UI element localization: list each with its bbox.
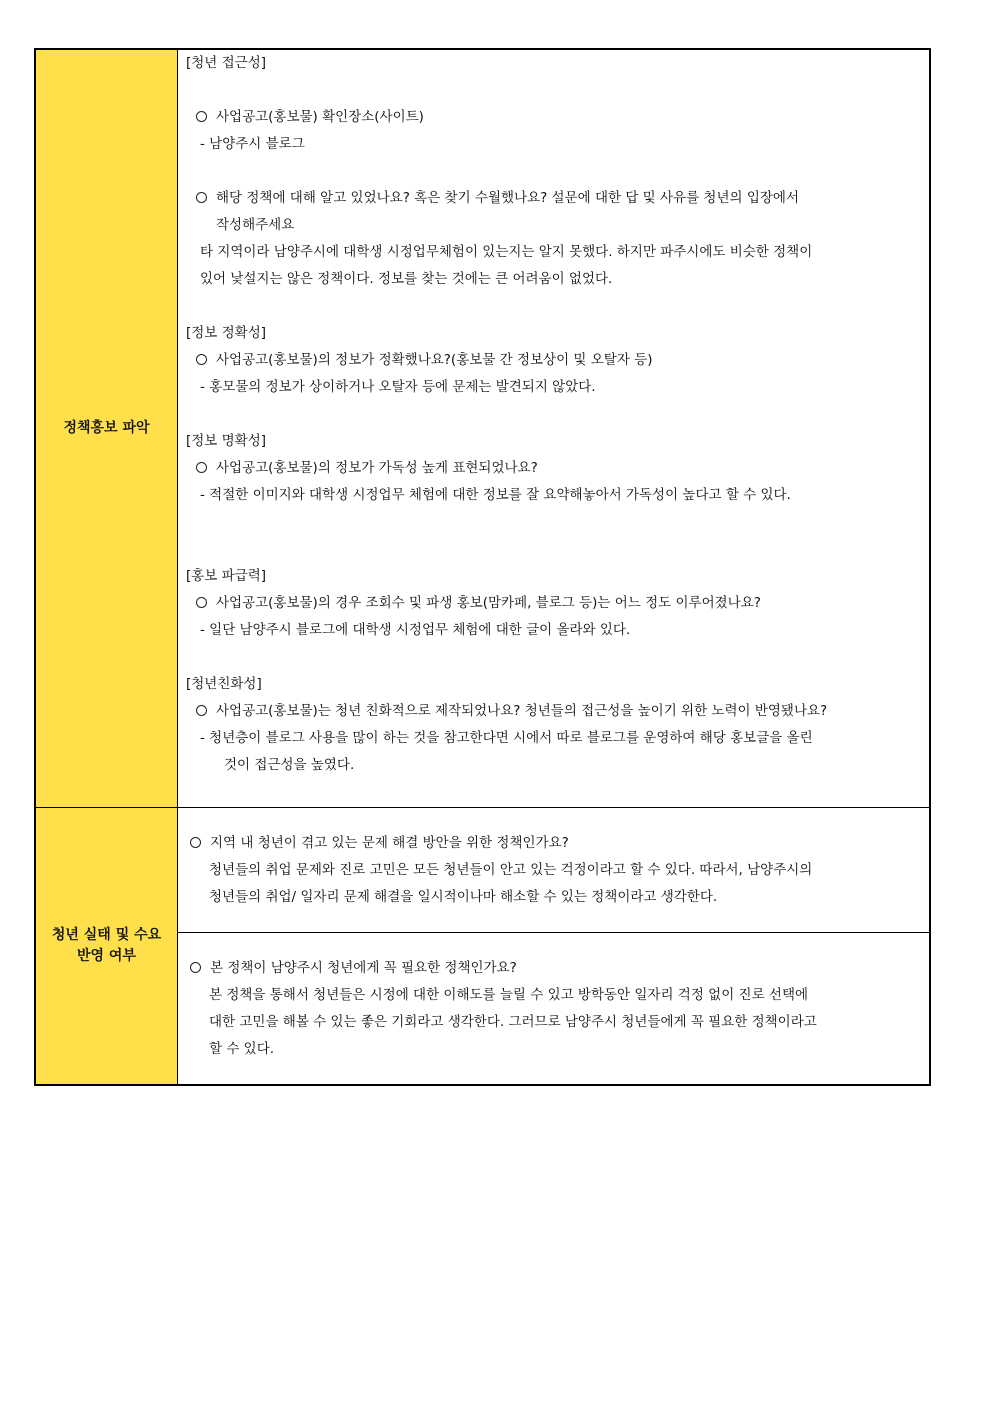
row-label-text-line1: 청년 실태 및 수요 xyxy=(51,927,162,943)
row-label-text: 정책홍보 파악 xyxy=(63,420,150,436)
answer-text: - 적절한 이미지와 대학생 시정업무 체험에 대한 정보를 잘 요약해놓아서 가독성이 높다고 할 수 있다. xyxy=(200,487,791,503)
circle-bullet-icon xyxy=(190,962,201,973)
section-heading-clarity: [정보 명확성] xyxy=(186,433,267,449)
row-label-policy-promotion xyxy=(36,50,178,807)
circle-bullet-icon xyxy=(196,597,207,608)
subcell-necessity xyxy=(178,932,929,1084)
row-label-text-line2: 반영 여부 xyxy=(77,948,136,964)
answer-text: - 청년층이 블로그 사용을 많이 하는 것을 참고한다면 시에서 따로 블로그를 운영하여 해당 홍보글을 올린 xyxy=(200,730,813,746)
answer-text: 타 지역이라 남양주시에 대학생 시정업무체험이 있는지는 알지 못했다. 하지만 파주시에도 비슷한 정책이 xyxy=(200,244,813,260)
answer-text: 청년들의 취업/ 일자리 문제 해결을 일시적이나마 해소할 수 있는 정책이라고 생각한다. xyxy=(209,889,718,905)
question-continuation: 작성해주세요 xyxy=(216,217,295,233)
question-item: 해당 정책에 대해 알고 있었나요? 혹은 찾기 수월했나요? 설문에 대한 답 및 사유를 청년의 입장에서 xyxy=(186,185,921,212)
section-heading-accessibility: [청년 접근성] xyxy=(186,55,267,71)
answer-text: 청년들의 취업 문제와 진로 고민은 모든 청년들이 안고 있는 걱정이라고 할 수 있다. 따라서, 남양주시의 xyxy=(209,862,813,878)
answer-text: - 홍모물의 정보가 상이하거나 오탈자 등에 문제는 발견되지 않았다. xyxy=(200,379,596,395)
circle-bullet-icon xyxy=(190,837,201,848)
question-item: 사업공고(홍보물)의 정보가 가독성 높게 표현되었나요? xyxy=(186,455,921,482)
content-cell-youth-needs xyxy=(178,808,929,1084)
question-item: 사업공고(홍보물) 확인장소(사이트) xyxy=(186,104,921,131)
row-label-youth-needs xyxy=(36,808,178,1084)
circle-bullet-icon xyxy=(196,462,207,473)
answer-text: 할 수 있다. xyxy=(209,1041,275,1057)
question-item: 사업공고(홍보물)의 정보가 정확했나요?(홍보물 간 정보상이 및 오탈자 등) xyxy=(186,347,921,374)
section-heading-reach: [홍보 파급력] xyxy=(186,568,267,584)
answer-text: - 남양주시 블로그 xyxy=(200,136,305,152)
question-item: 사업공고(홍보물)는 청년 친화적으로 제작되었나요? 청년들의 접근성을 높이기 위한 노력이 반영됐나요? xyxy=(186,698,921,725)
evaluation-table xyxy=(34,48,931,1086)
answer-text: 있어 낯설지는 않은 정책이다. 정보를 찾는 것에는 큰 어려움이 없었다. xyxy=(200,271,613,287)
question-item: 지역 내 청년이 겪고 있는 문제 해결 방안을 위한 정책인가요? xyxy=(190,830,917,857)
content-cell-policy-promotion xyxy=(178,50,929,807)
question-item: 사업공고(홍보물)의 경우 조회수 및 파생 홍보(맘카페, 블로그 등)는 어느 정도 이루어졌나요? xyxy=(186,590,921,617)
answer-text: - 일단 남양주시 블로그에 대학생 시정업무 체험에 대한 글이 올라와 있다. xyxy=(200,622,631,638)
circle-bullet-icon xyxy=(196,111,207,122)
table-row-youth-needs xyxy=(36,808,929,1084)
section-heading-accuracy: [정보 정확성] xyxy=(186,325,267,341)
answer-continuation: 것이 접근성을 높였다. xyxy=(224,757,355,773)
circle-bullet-icon xyxy=(196,354,207,365)
section-heading-youth-friendly: [청년친화성] xyxy=(186,676,262,692)
circle-bullet-icon xyxy=(196,705,207,716)
table-row-policy-promotion xyxy=(36,50,929,808)
subcell-local-problem xyxy=(178,808,929,932)
answer-text: 본 정책을 통해서 청년들은 시정에 대한 이해도를 늘릴 수 있고 방학동안 일자리 걱정 없이 진로 선택에 xyxy=(209,987,809,1003)
question-item: 본 정책이 남양주시 청년에게 꼭 필요한 정책인가요? xyxy=(190,955,917,982)
circle-bullet-icon xyxy=(196,192,207,203)
answer-text: 대한 고민을 해볼 수 있는 좋은 기회라고 생각한다. 그러므로 남양주시 청년들에게 꼭 필요한 정책이라고 xyxy=(209,1014,817,1030)
